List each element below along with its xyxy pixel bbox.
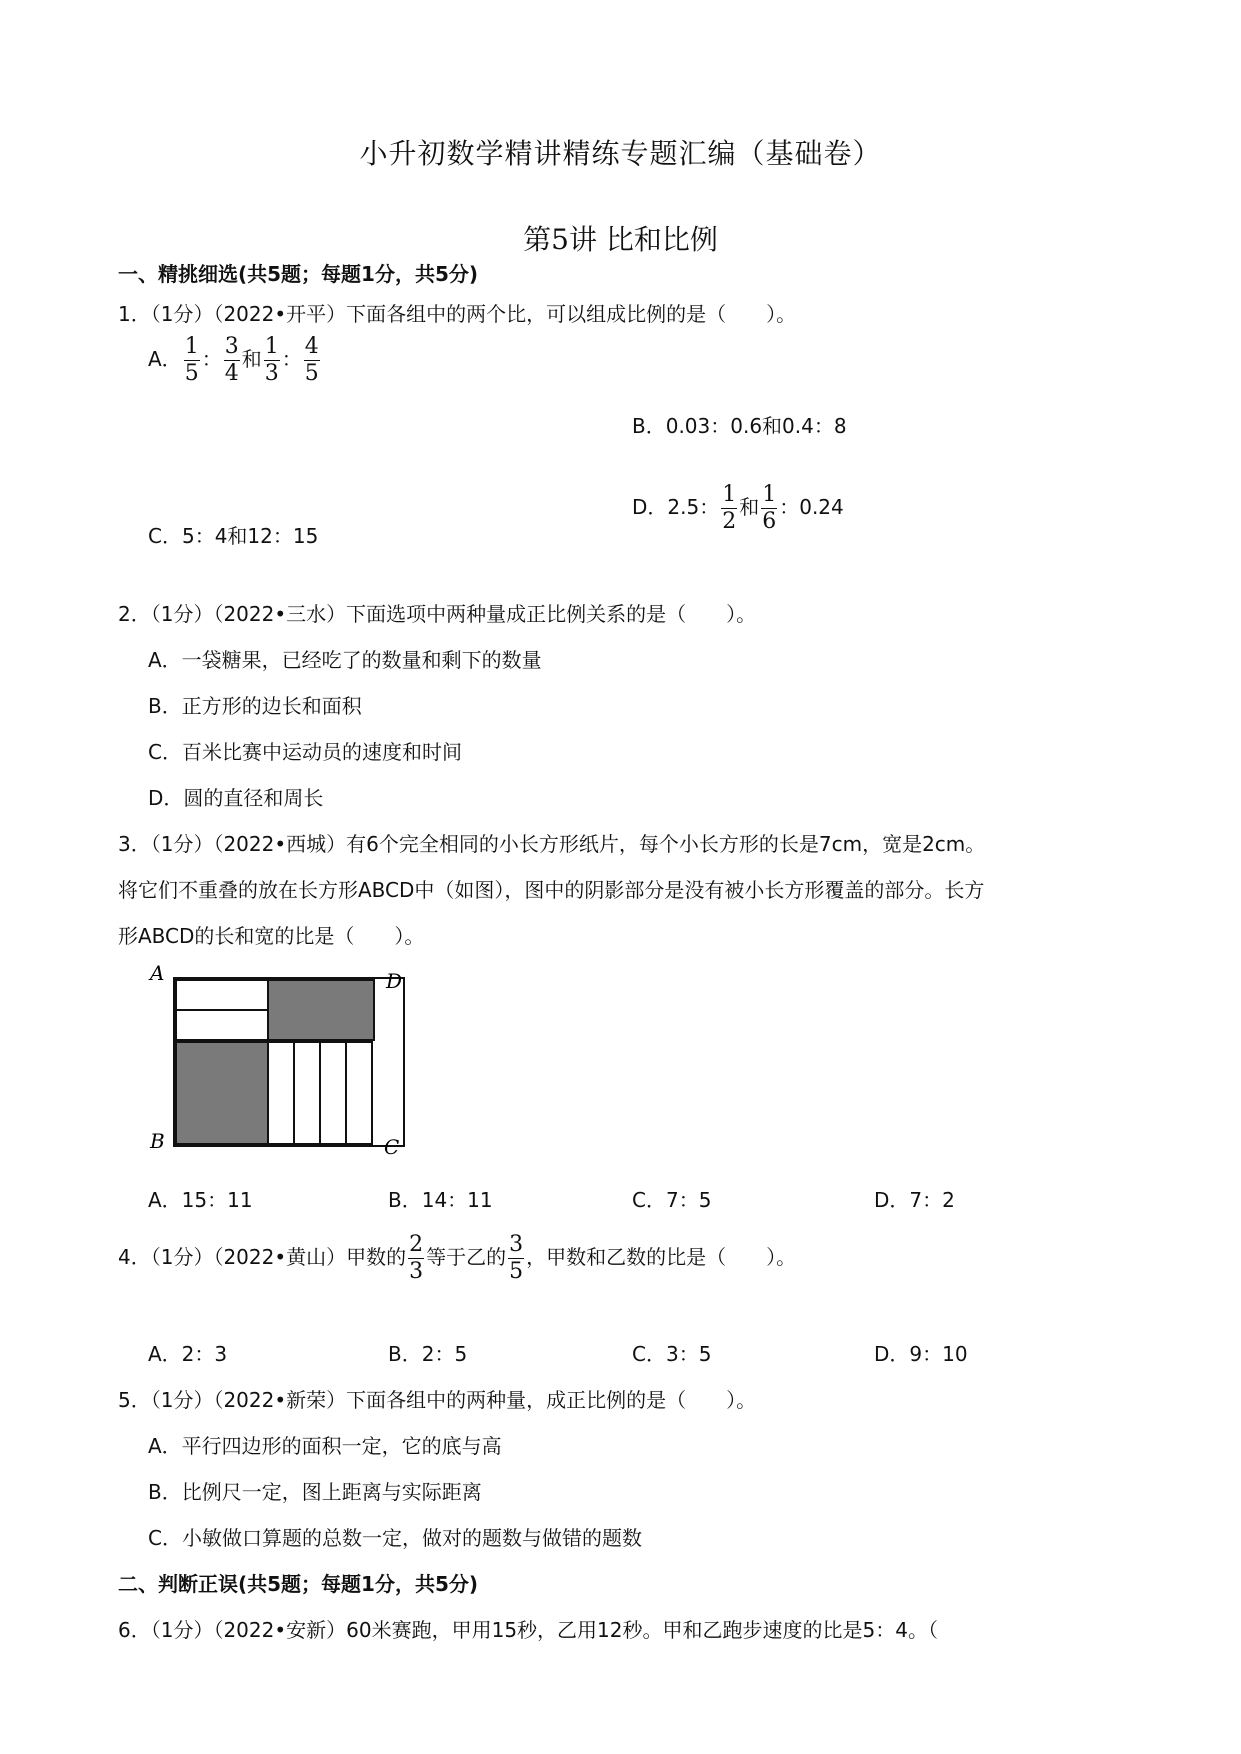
question-3-line-2: 将它们不重叠的放在长方形ABCD中（如图），图中的阴影部分是没有被小长方形覆盖的部分。长方 [118, 878, 985, 902]
question-1-option-c: C．5：4和12：15 [148, 524, 319, 548]
numerator: 2 [409, 1232, 424, 1257]
question-3-line-1: 3．（1分）（2022•西城）有6个完全相同的小长方形纸片，每个小长方形的长是7cm，宽是2cm。 [118, 832, 986, 856]
stem-prefix: 4．（1分）（2022•黄山）甲数的 [118, 1245, 407, 1269]
option-suffix: ：0.24 [779, 495, 844, 519]
question-3-line-3: 形ABCD的长和宽的比是（ ）。 [118, 924, 425, 948]
question-1-option-d [632, 482, 844, 535]
question-6-stem: 6．（1分）（2022•安新）60米赛跑，甲用15秒，乙用12秒。甲和乙跑步速度的比是5：4。（ [118, 1618, 938, 1642]
question-2-option-c: C．百米比赛中运动员的速度和时间 [148, 740, 462, 764]
conjunction: 和 [739, 495, 760, 519]
numerator: 1 [762, 482, 777, 507]
numerator: 1 [264, 334, 279, 359]
document-title: 小升初数学精讲精练专题汇编（基础卷） [359, 137, 882, 170]
fraction [761, 482, 777, 535]
denominator: 5 [304, 361, 319, 386]
ratio-colon: ： [201, 347, 222, 371]
vertex-label-c: C [384, 1135, 400, 1159]
numerator: 3 [224, 334, 239, 359]
section-heading-1: 一、精挑细选(共5题；每题1分，共5分) [118, 262, 479, 286]
question-3-option-a: A．15：11 [148, 1188, 253, 1212]
numerator: 1 [184, 334, 199, 359]
fraction [721, 482, 737, 535]
question-1-option-b: B．0.03：0.6和0.4：8 [632, 414, 847, 438]
question-4-option-b: B．2：5 [388, 1342, 468, 1366]
rectangle-abcd-figure [140, 962, 420, 1162]
question-3-option-c: C．7：5 [632, 1188, 712, 1212]
denominator: 3 [264, 361, 279, 386]
shaded-region-bottom [176, 1042, 268, 1144]
numerator: 1 [722, 482, 737, 507]
stem-suffix: ，甲数和乙数的比是（ ）。 [526, 1245, 797, 1269]
question-4-stem [118, 1232, 796, 1285]
question-4-option-a: A．2：3 [148, 1342, 228, 1366]
denominator: 2 [722, 509, 737, 534]
question-2-option-d: D．圆的直径和周长 [148, 786, 324, 810]
numerator: 3 [509, 1232, 524, 1257]
question-5-option-a: A．平行四边形的面积一定，它的底与高 [148, 1434, 502, 1458]
question-1-option-a [148, 334, 322, 387]
question-4-option-c: C．3：5 [632, 1342, 712, 1366]
vertical-strip [294, 1042, 320, 1144]
question-2-stem: 2．（1分）（2022•三水）下面选项中两种量成正比例关系的是（ ）。 [118, 602, 757, 626]
fraction [224, 334, 240, 387]
option-label: A． [148, 347, 182, 371]
question-2-option-b: B．正方形的边长和面积 [148, 694, 362, 718]
question-5-option-c: C．小敏做口算题的总数一定，做对的题数与做错的题数 [148, 1526, 642, 1550]
fraction [408, 1232, 424, 1285]
horizontal-strip [176, 980, 268, 1010]
question-3-option-b: B．14：11 [388, 1188, 493, 1212]
denominator: 3 [409, 1259, 424, 1284]
denominator: 4 [224, 361, 239, 386]
fraction [184, 334, 200, 387]
shaded-region-top [268, 980, 374, 1040]
vertical-strip [346, 1042, 372, 1144]
numerator: 4 [304, 334, 319, 359]
fraction [304, 334, 320, 387]
conjunction: 和 [241, 347, 262, 371]
vertex-label-a: A [150, 962, 165, 985]
vertex-label-b: B [150, 1129, 165, 1153]
lecture-subtitle: 第5讲 比和比例 [523, 223, 718, 256]
vertex-label-d: D [386, 969, 403, 993]
question-4-option-d: D．9：10 [874, 1342, 968, 1366]
fraction [508, 1232, 524, 1285]
question-5-option-b: B．比例尺一定，图上距离与实际距离 [148, 1480, 482, 1504]
vertical-strip [320, 1042, 346, 1144]
denominator: 5 [184, 361, 199, 386]
option-prefix: D．2.5： [632, 495, 720, 519]
horizontal-strip [176, 1010, 268, 1040]
denominator: 5 [509, 1259, 524, 1284]
fraction [264, 334, 280, 387]
section-heading-2: 二、判断正误(共5题；每题1分，共5分) [118, 1572, 479, 1596]
stem-middle: 等于乙的 [426, 1245, 507, 1269]
question-1-stem: 1．（1分）（2022•开平）下面各组中的两个比，可以组成比例的是（ ）。 [118, 302, 797, 326]
ratio-colon: ： [281, 347, 302, 371]
vertical-strip [268, 1042, 294, 1144]
question-2-option-a: A．一袋糖果，已经吃了的数量和剩下的数量 [148, 648, 542, 672]
denominator: 6 [762, 509, 777, 534]
question-5-stem: 5．（1分）（2022•新荣）下面各组中的两种量，成正比例的是（ ）。 [118, 1388, 757, 1412]
question-3-option-d: D．7：2 [874, 1188, 955, 1212]
